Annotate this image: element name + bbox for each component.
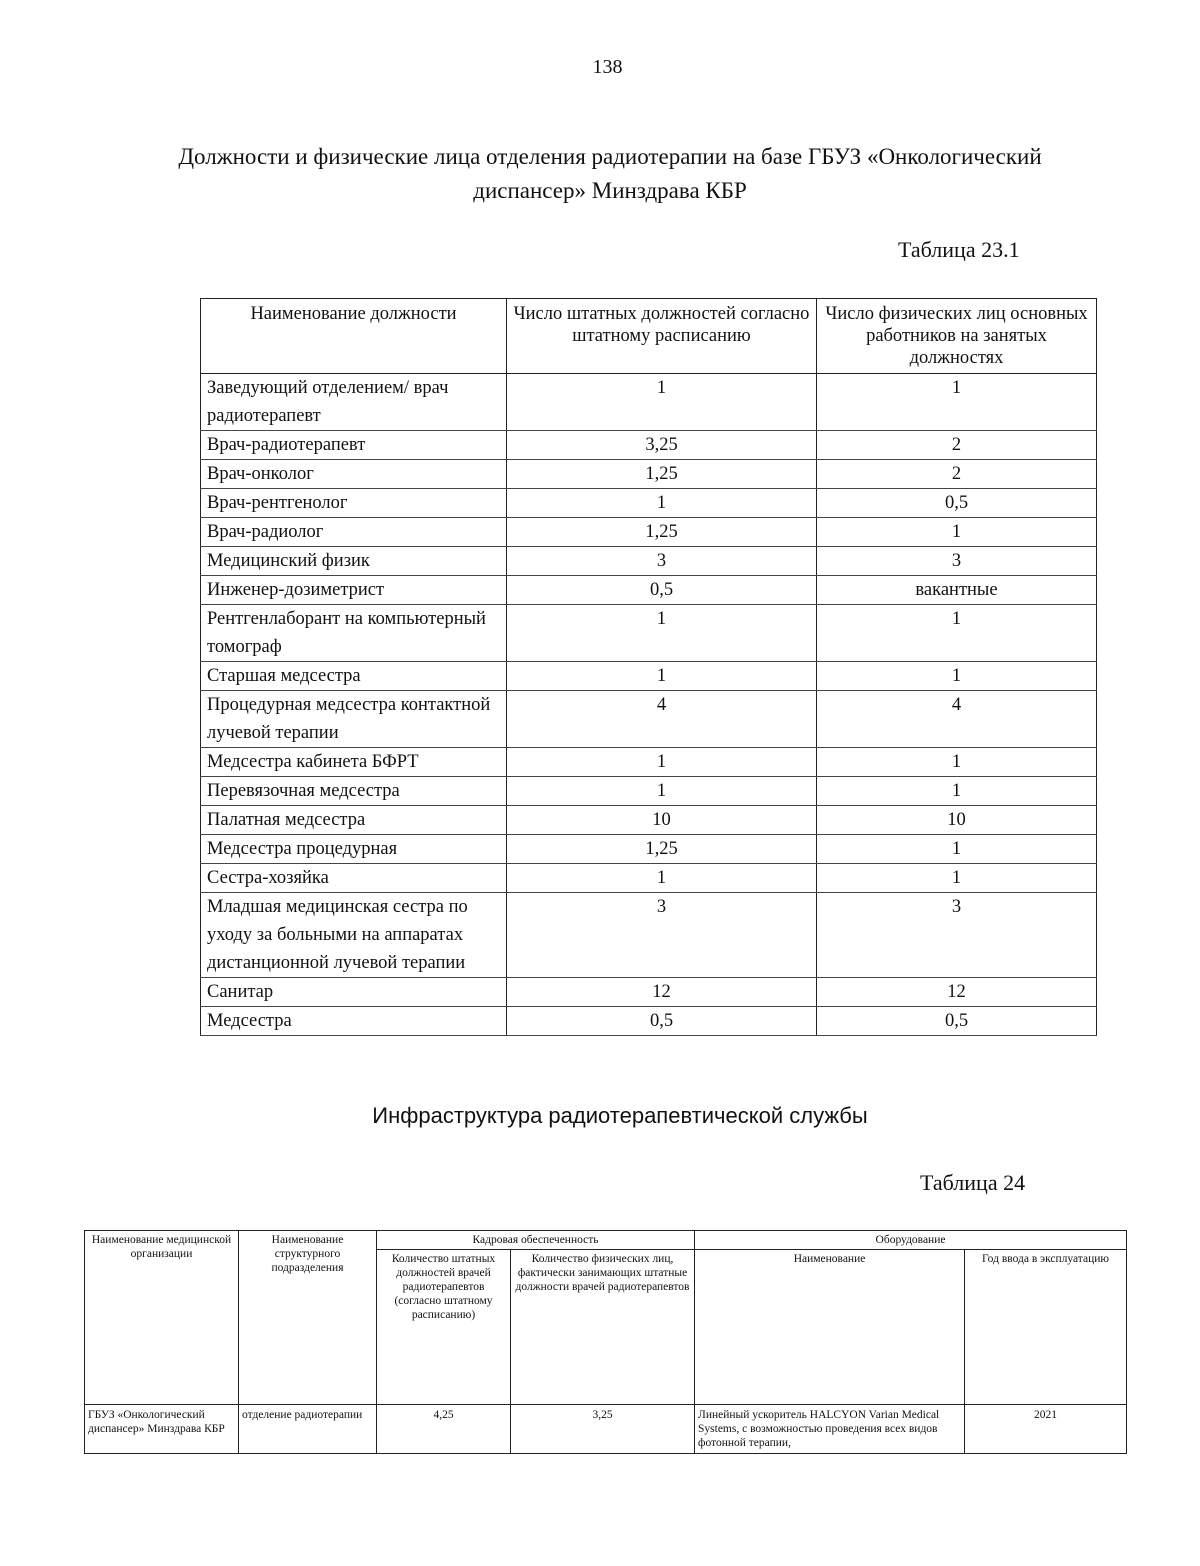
header-equipment-name: Наименование: [695, 1250, 965, 1405]
cell-staff-positions: 1: [507, 662, 817, 691]
cell-position: Санитар: [201, 978, 507, 1007]
infra-data-row: [85, 1405, 1127, 1454]
table-row: [201, 460, 1097, 489]
header-position-name: Наименование должности: [201, 299, 507, 374]
cell-staff-positions: 4,25: [377, 1405, 511, 1454]
cell-staff-positions: 3,25: [507, 431, 817, 460]
cell-position: Медсестра процедурная: [201, 835, 507, 864]
cell-physical-persons: 1: [817, 835, 1097, 864]
cell-position: Заведующий отделением/ врач радиотерапевт: [201, 374, 507, 431]
table-row: [201, 489, 1097, 518]
header-physical-persons: Число физических лиц основных работников на занятых должностях: [817, 299, 1097, 374]
cell-staff-positions: 1,25: [507, 835, 817, 864]
document-title: Должности и физические лица отделения радиотерапии на базе ГБУЗ «Онкологический диспансер» Минздрава КБР: [178, 144, 1042, 203]
cell-physical-persons: 1: [817, 864, 1097, 893]
cell-physical-persons: 1: [817, 662, 1097, 691]
cell-staff-positions: 3: [507, 893, 817, 978]
header-staff-positions: Число штатных должностей согласно штатному расписанию: [507, 299, 817, 374]
cell-physical-persons: 1: [817, 777, 1097, 806]
infrastructure-table: [84, 1230, 1127, 1454]
cell-physical-persons: 4: [817, 691, 1097, 748]
cell-physical-persons: 3: [817, 893, 1097, 978]
cell-position: Врач-радиолог: [201, 518, 507, 547]
cell-physical-persons: 2: [817, 460, 1097, 489]
cell-staff-positions: 0,5: [507, 576, 817, 605]
cell-position: Врач-онколог: [201, 460, 507, 489]
cell-equipment-name: Линейный ускоритель HALCYON Varian Medical Systems, с возможностью проведения всех видов фотонной терапии,: [695, 1405, 965, 1454]
header-equipment-year: Год ввода в эксплуатацию: [965, 1250, 1127, 1405]
table-row: [201, 374, 1097, 431]
cell-equipment-year: 2021: [965, 1405, 1127, 1454]
table-row: [201, 806, 1097, 835]
cell-staff-positions: 1,25: [507, 518, 817, 547]
cell-physical-persons: 1: [817, 518, 1097, 547]
cell-staff-positions: 12: [507, 978, 817, 1007]
cell-position: Врач-рентгенолог: [201, 489, 507, 518]
header-staff-persons-count: Количество физических лиц, фактически занимающих штатные должности врачей радиотерапевтов: [511, 1250, 695, 1405]
cell-staff-positions: 1: [507, 777, 817, 806]
table-row: [201, 893, 1097, 978]
cell-staff-positions: 1,25: [507, 460, 817, 489]
cell-physical-persons: 1: [817, 374, 1097, 431]
cell-staff-positions: 0,5: [507, 1007, 817, 1036]
table-row: [201, 518, 1097, 547]
table-row: [201, 662, 1097, 691]
cell-position: Младшая медицинская сестра по уходу за больными на аппаратах дистанционной лучевой терапии: [201, 893, 507, 978]
cell-physical-persons: 1: [817, 748, 1097, 777]
staff-table-body: [201, 374, 1097, 1036]
cell-physical-persons: вакантные: [817, 576, 1097, 605]
table-row: [201, 1007, 1097, 1036]
table-row: [201, 605, 1097, 662]
table-row: [201, 748, 1097, 777]
cell-unit: отделение радиотерапии: [239, 1405, 377, 1454]
staff-table-header-row: [201, 299, 1097, 374]
cell-position: Сестра-хозяйка: [201, 864, 507, 893]
staff-positions-table: [200, 298, 1097, 1036]
cell-physical-persons: 2: [817, 431, 1097, 460]
cell-staff-positions: 10: [507, 806, 817, 835]
cell-position: Палатная медсестра: [201, 806, 507, 835]
cell-physical-persons: 3: [817, 547, 1097, 576]
table-row: [201, 835, 1097, 864]
cell-physical-persons: 12: [817, 978, 1097, 1007]
cell-staff-positions: 1: [507, 864, 817, 893]
cell-organization: ГБУЗ «Онкологический диспансер» Минздрава КБР: [85, 1405, 239, 1454]
cell-position: Старшая медсестра: [201, 662, 507, 691]
cell-staff-persons: 3,25: [511, 1405, 695, 1454]
table-row: [201, 691, 1097, 748]
cell-staff-positions: 1: [507, 374, 817, 431]
cell-physical-persons: 1: [817, 605, 1097, 662]
cell-staff-positions: 1: [507, 748, 817, 777]
table-row: [201, 978, 1097, 1007]
section-title: Инфраструктура радиотерапевтической службы: [372, 1103, 868, 1128]
cell-position: Рентгенлаборант на компьютерный томограф: [201, 605, 507, 662]
cell-staff-positions: 1: [507, 489, 817, 518]
header-organization: Наименование медицинской организации: [85, 1231, 239, 1405]
header-staff-positions-count: Количество штатных должностей врачей радиотерапевтов (согласно штатному расписанию): [377, 1250, 511, 1405]
cell-staff-positions: 1: [507, 605, 817, 662]
cell-position: Врач-радиотерапевт: [201, 431, 507, 460]
table-row: [201, 864, 1097, 893]
cell-position: Процедурная медсестра контактной лучевой терапии: [201, 691, 507, 748]
header-unit: Наименование структурного подразделения: [239, 1231, 377, 1405]
cell-position: Перевязочная медсестра: [201, 777, 507, 806]
header-staffing: Кадровая обеспеченность: [377, 1231, 695, 1250]
cell-physical-persons: 0,5: [817, 1007, 1097, 1036]
cell-position: Инженер-дозиметрист: [201, 576, 507, 605]
page-number: 138: [592, 56, 623, 78]
cell-position: Медсестра: [201, 1007, 507, 1036]
header-equipment: Оборудование: [695, 1231, 1127, 1250]
table-row: [201, 777, 1097, 806]
cell-staff-positions: 3: [507, 547, 817, 576]
table-row: [201, 431, 1097, 460]
cell-staff-positions: 4: [507, 691, 817, 748]
table-row: [201, 547, 1097, 576]
cell-position: Медицинский физик: [201, 547, 507, 576]
table-row: [201, 576, 1097, 605]
cell-position: Медсестра кабинета БФРТ: [201, 748, 507, 777]
table-23-1-caption: Таблица 23.1: [898, 237, 1020, 262]
cell-physical-persons: 0,5: [817, 489, 1097, 518]
cell-physical-persons: 10: [817, 806, 1097, 835]
infra-header-row-1: [85, 1231, 1127, 1250]
table-24-caption: Таблица 24: [920, 1170, 1026, 1195]
